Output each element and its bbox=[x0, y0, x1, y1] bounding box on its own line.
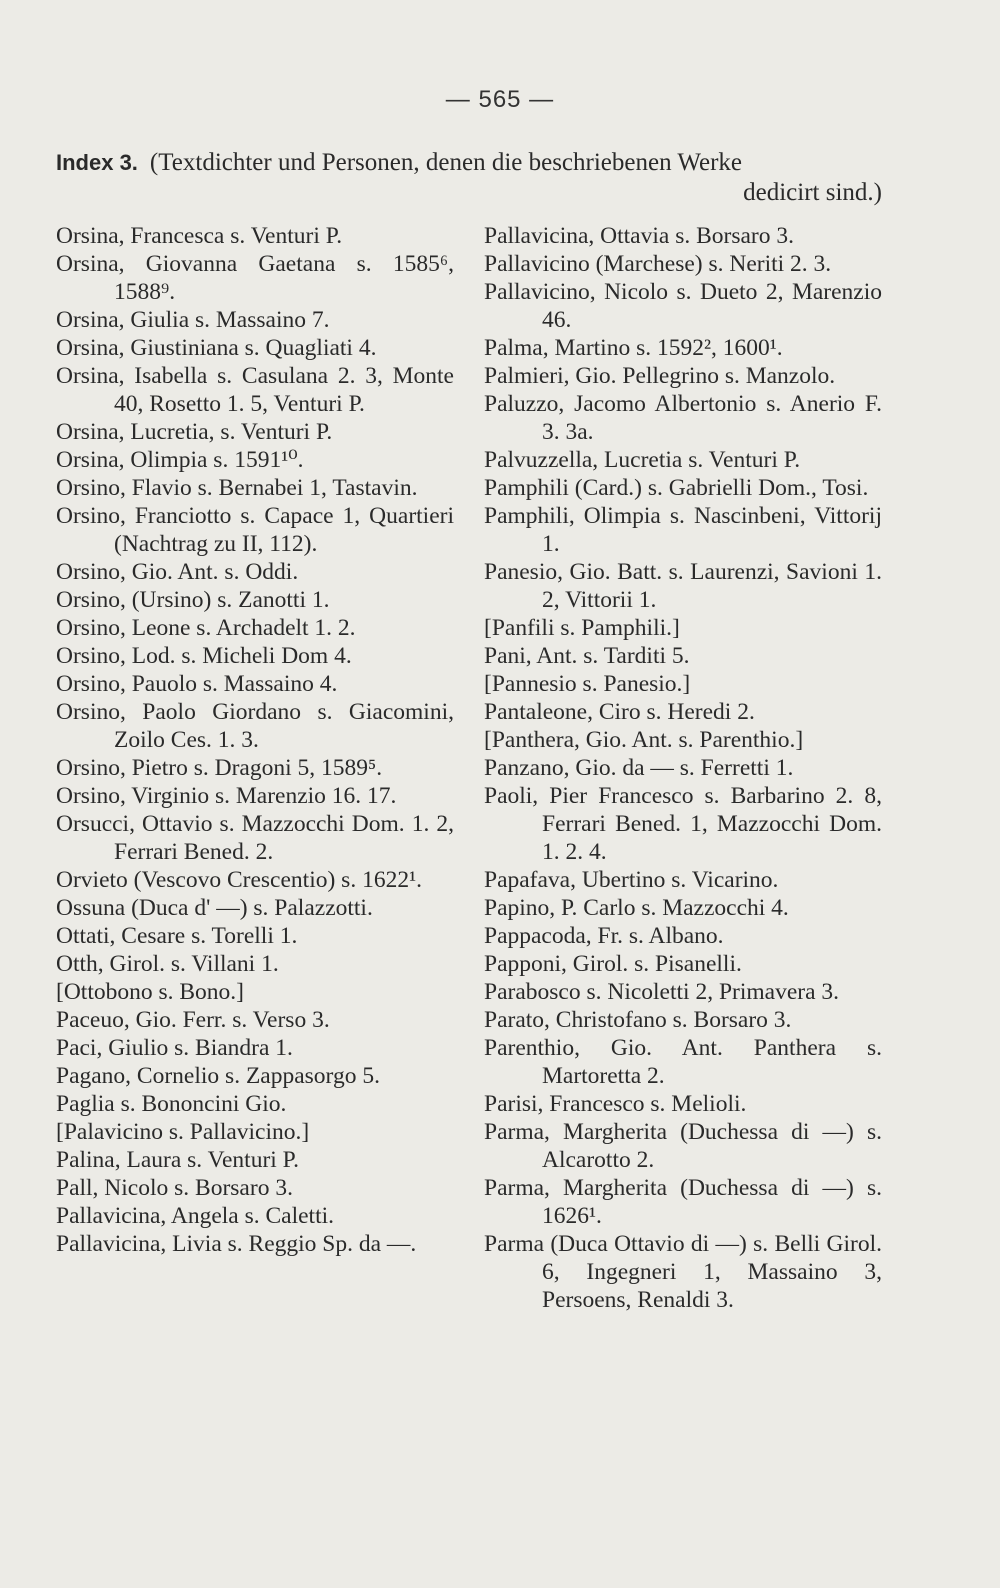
index-entry: Orsina, Isabella s. Casulana 2. 3, Monte 40, Rosetto 1. 5, Venturi P. bbox=[56, 363, 454, 417]
page-number: — 565 — bbox=[445, 86, 555, 113]
index-entry: Pappacoda, Fr. s. Albano. bbox=[484, 923, 724, 949]
index-label: Index 3. bbox=[56, 150, 138, 175]
index-entry: Parma (Duca Ottavio di —) s. Belli Girol. 6, Ingegneri 1, Massaino 3, Persoens, Renaldi 3. bbox=[484, 1231, 882, 1313]
index-entry: Panzano, Gio. da — s. Ferretti 1. bbox=[484, 755, 794, 781]
index-entry: [Palavicino s. Pallavicino.] bbox=[56, 1119, 310, 1145]
left-column bbox=[56, 222, 454, 1258]
index-entry: Pantaleone, Ciro s. Heredi 2. bbox=[484, 699, 755, 725]
index-entry: Orsino, Paolo Giordano s. Giacomini, Zoilo Ces. 1. 3. bbox=[56, 699, 454, 753]
index-entry: Orsina, Olimpia s. 1591¹⁰. bbox=[56, 447, 304, 473]
header-title-text: (Textdichter und Personen, denen die beschriebenen Werke bbox=[149, 149, 742, 176]
index-entry: [Pannesio s. Panesio.] bbox=[484, 671, 691, 697]
index-entry: Orsina, Giovanna Gaetana s. 1585⁶, 1588⁹. bbox=[56, 251, 454, 305]
index-entry: Pallavicino (Marchese) s. Neriti 2. 3. bbox=[484, 251, 832, 277]
index-entry: Palmieri, Gio. Pellegrino s. Manzolo. bbox=[484, 363, 836, 389]
index-entry: Orsino, (Ursino) s. Zanotti 1. bbox=[56, 587, 330, 613]
index-entry: Pallavicina, Ottavia s. Borsaro 3. bbox=[484, 223, 794, 249]
index-entry: Orsucci, Ottavio s. Mazzocchi Dom. 1. 2, Ferrari Bened. 2. bbox=[56, 811, 454, 865]
index-entry: Paglia s. Bononcini Gio. bbox=[56, 1091, 287, 1117]
index-entry: Parabosco s. Nicoletti 2, Primavera 3. bbox=[484, 979, 840, 1005]
index-entry: Pallavicino, Nicolo s. Dueto 2, Marenzio 46. bbox=[484, 279, 882, 333]
index-entry: Parma, Margherita (Duchessa di —) s. 1626¹. bbox=[484, 1175, 882, 1229]
index-entry: Papafava, Ubertino s. Vicarino. bbox=[484, 867, 779, 893]
index-entry: [Panfili s. Pamphili.] bbox=[484, 615, 680, 641]
index-entry: Paluzzo, Jacomo Albertonio s. Anerio F. 3. 3a. bbox=[484, 391, 882, 445]
index-entry: Parato, Christofano s. Borsaro 3. bbox=[484, 1007, 792, 1033]
index-entry: Ossuna (Duca d' —) s. Palazzotti. bbox=[56, 895, 373, 921]
index-entry: Orsino, Virginio s. Marenzio 16. 17. bbox=[56, 783, 397, 809]
right-column bbox=[484, 222, 882, 1314]
index-entry: Paceuo, Gio. Ferr. s. Verso 3. bbox=[56, 1007, 330, 1033]
index-entry: Pallavicina, Livia s. Reggio Sp. da —. bbox=[56, 1231, 417, 1257]
index-entry: Orsino, Franciotto s. Capace 1, Quartieri (Nachtrag zu II, 112). bbox=[56, 503, 454, 557]
index-entry: Orsino, Pietro s. Dragoni 5, 1589⁵. bbox=[56, 755, 383, 781]
index-entry: Orsino, Flavio s. Bernabei 1, Tastavin. bbox=[56, 475, 418, 501]
index-entry: Orsina, Francesca s. Venturi P. bbox=[56, 223, 343, 249]
index-entry: Pamphili, Olimpia s. Nascinbeni, Vittorij 1. bbox=[484, 503, 882, 557]
index-entry: Papponi, Girol. s. Pisanelli. bbox=[484, 951, 742, 977]
index-entry: Orsino, Gio. Ant. s. Oddi. bbox=[56, 559, 299, 585]
index-entry: Orsina, Giulia s. Massaino 7. bbox=[56, 307, 330, 333]
index-entry: Palina, Laura s. Venturi P. bbox=[56, 1147, 300, 1173]
index-entry: Pagano, Cornelio s. Zappasorgo 5. bbox=[56, 1063, 380, 1089]
index-header bbox=[56, 148, 882, 208]
index-entry: Orsino, Pauolo s. Massaino 4. bbox=[56, 671, 338, 697]
index-entry: Palma, Martino s. 1592², 1600¹. bbox=[484, 335, 783, 361]
index-entry: Paoli, Pier Francesco s. Barbarino 2. 8, Ferrari Bened. 1, Mazzocchi Dom. 1. 2. 4. bbox=[484, 783, 882, 865]
index-entry: [Panthera, Gio. Ant. s. Parenthio.] bbox=[484, 727, 804, 753]
index-entry: Pallavicina, Angela s. Caletti. bbox=[56, 1203, 335, 1229]
index-entry: Parenthio, Gio. Ant. Panthera s. Martoretta 2. bbox=[484, 1035, 882, 1089]
index-entry: Orvieto (Vescovo Crescentio) s. 1622¹. bbox=[56, 867, 422, 893]
index-entry: Orsina, Lucretia, s. Venturi P. bbox=[56, 419, 333, 445]
index-entry: Parma, Margherita (Duchessa di —) s. Alcarotto 2. bbox=[484, 1119, 882, 1173]
index-entry: Ottati, Cesare s. Torelli 1. bbox=[56, 923, 298, 949]
index-entry: Palvuzzella, Lucretia s. Venturi P. bbox=[484, 447, 801, 473]
index-entry: Pall, Nicolo s. Borsaro 3. bbox=[56, 1175, 293, 1201]
index-entry: Parisi, Francesco s. Melioli. bbox=[484, 1091, 747, 1117]
index-entry: [Ottobono s. Bono.] bbox=[56, 979, 244, 1005]
index-entry: Pamphili (Card.) s. Gabrielli Dom., Tosi. bbox=[484, 475, 869, 501]
header-title-continuation: dedicirt sind.) bbox=[743, 179, 882, 206]
index-entry: Orsino, Lod. s. Micheli Dom 4. bbox=[56, 643, 352, 669]
index-entry: Pani, Ant. s. Tarditi 5. bbox=[484, 643, 690, 669]
index-entry: Panesio, Gio. Batt. s. Laurenzi, Savioni 1. 2, Vittorii 1. bbox=[484, 559, 882, 613]
index-entry: Orsino, Leone s. Archadelt 1. 2. bbox=[56, 615, 356, 641]
index-entry: Otth, Girol. s. Villani 1. bbox=[56, 951, 279, 977]
index-entry: Paci, Giulio s. Biandra 1. bbox=[56, 1035, 293, 1061]
header-line-1 bbox=[56, 148, 882, 178]
index-entry: Papino, P. Carlo s. Mazzocchi 4. bbox=[484, 895, 789, 921]
index-entry: Orsina, Giustiniana s. Quagliati 4. bbox=[56, 335, 377, 361]
